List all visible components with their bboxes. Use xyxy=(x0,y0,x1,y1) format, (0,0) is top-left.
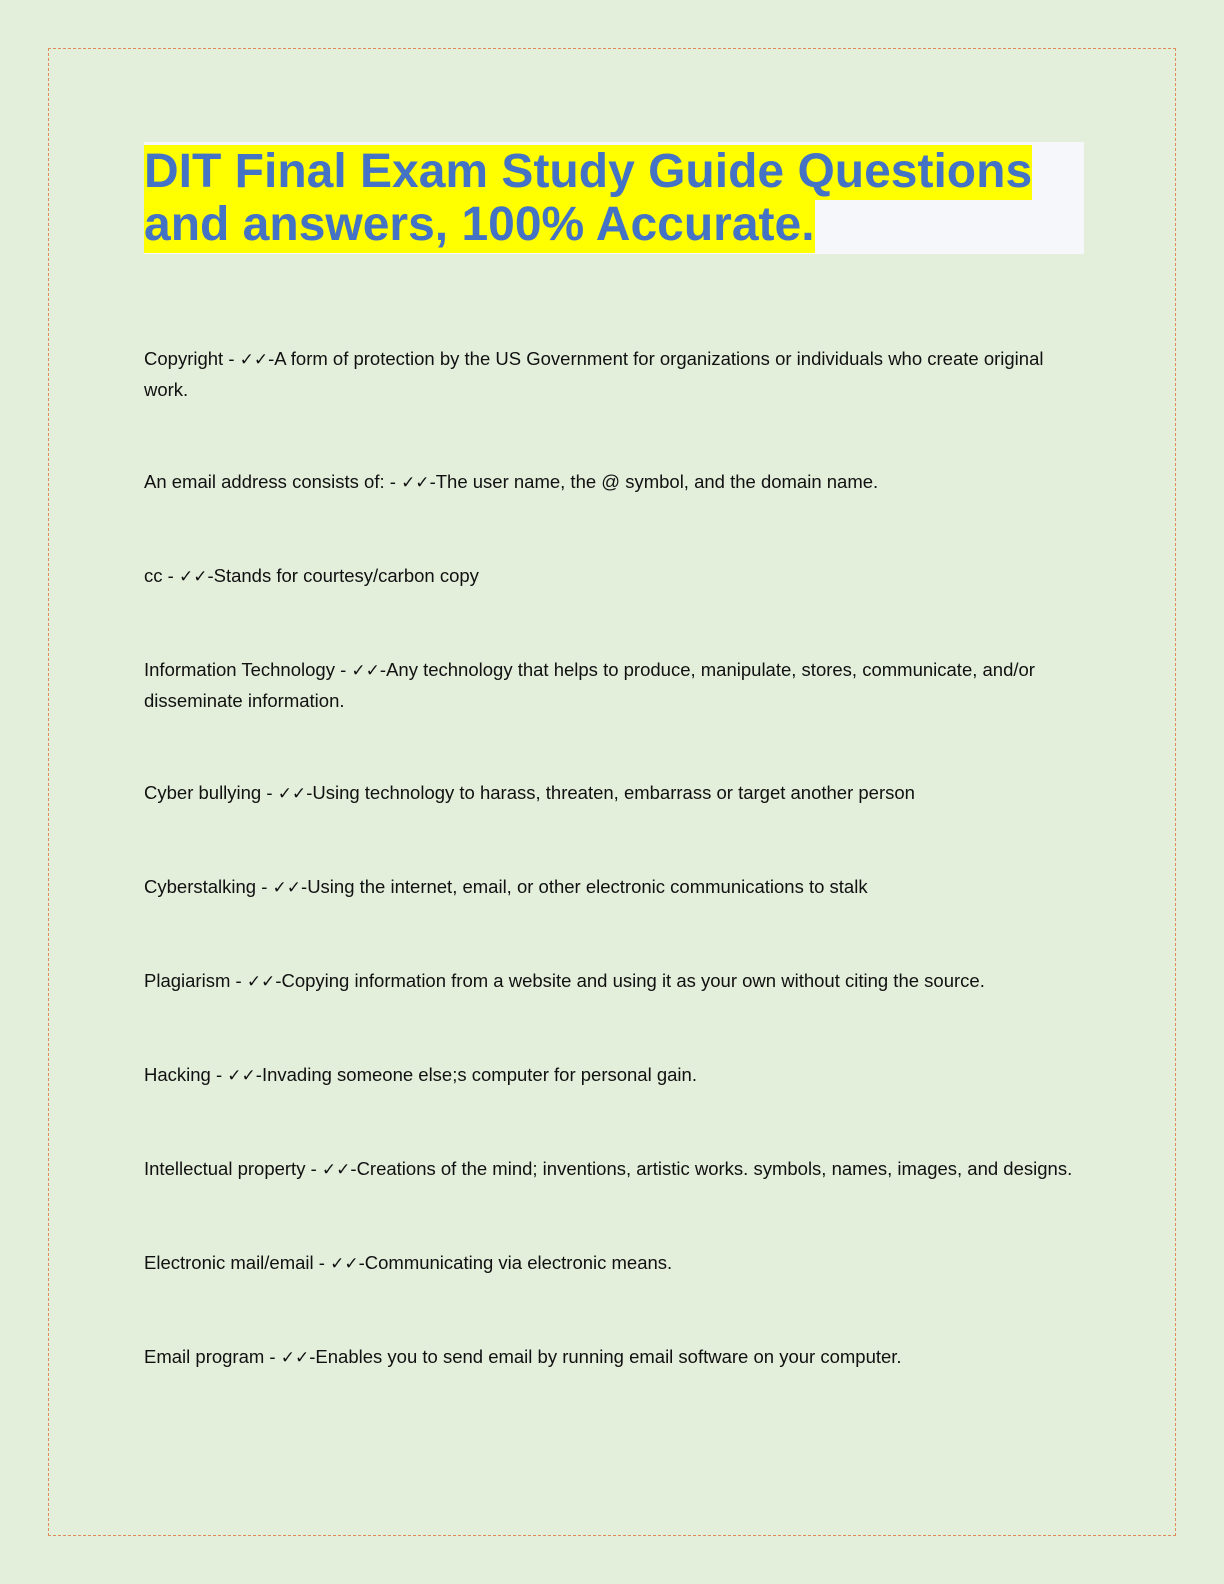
entry-definition: -Using the internet, email, or other electronic communications to stalk xyxy=(301,876,868,897)
entry-definition: -Copying information from a website and using it as your own without citing the source. xyxy=(275,970,985,991)
entry-term: Hacking xyxy=(144,1064,211,1085)
title-line-1: DIT Final Exam Study Guide Questions xyxy=(144,145,1033,198)
entry-item xyxy=(144,561,1084,592)
entry-definition: -Enables you to send email by running email software on your computer. xyxy=(309,1346,902,1367)
separator: - xyxy=(261,782,278,803)
entry-item xyxy=(144,344,1084,404)
separator: - xyxy=(305,1158,322,1179)
entry-list xyxy=(144,344,1084,1373)
entry-term: Cyberstalking xyxy=(144,876,257,897)
checkmark-icon: ✓✓ xyxy=(227,1066,256,1086)
entry-term: Information Technology xyxy=(144,659,335,680)
entry-item xyxy=(144,778,1084,809)
entry-item xyxy=(144,655,1084,715)
title-line-2: and answers, 100% Accurate. xyxy=(144,198,815,251)
entry-definition: -Creations of the mind; inventions, artistic works. symbols, names, images, and designs. xyxy=(350,1158,1073,1179)
separator: - xyxy=(313,1252,331,1273)
checkmark-icon: ✓✓ xyxy=(401,473,430,493)
entry-term: Electronic mail/email xyxy=(144,1252,314,1273)
separator: - xyxy=(230,970,247,991)
entry-definition: -Communicating via electronic means. xyxy=(358,1252,673,1273)
entry-definition: -Invading someone else;s computer for personal gain. xyxy=(255,1064,697,1085)
separator: - xyxy=(256,876,273,897)
entry-term: Cyber bullying xyxy=(144,782,262,803)
entry-term: cc xyxy=(144,565,163,586)
entry-definition: -Using technology to harass, threaten, embarrass or target another person xyxy=(306,782,915,803)
checkmark-icon: ✓✓ xyxy=(330,1254,359,1274)
entry-definition: -The user name, the @ symbol, and the domain name. xyxy=(429,471,879,492)
entry-definition: -Stands for courtesy/carbon copy xyxy=(207,565,479,586)
entry-item xyxy=(144,872,1084,903)
checkmark-icon: ✓✓ xyxy=(351,661,380,681)
separator: - xyxy=(384,471,402,492)
separator: - xyxy=(210,1064,228,1085)
checkmark-icon: ✓✓ xyxy=(272,878,302,898)
entry-definition: -A form of protection by the US Government for organizations or individuals who create original work. xyxy=(144,348,1044,400)
entry-item xyxy=(144,1342,1084,1373)
checkmark-icon: ✓✓ xyxy=(178,567,208,587)
entry-term: Plagiarism xyxy=(144,970,231,991)
entry-item xyxy=(144,966,1084,997)
entry-definition: -Any technology that helps to produce, manipulate, stores, communicate, and/or disseminate information. xyxy=(144,659,1035,711)
entry-item xyxy=(144,467,1084,498)
title-block xyxy=(144,142,1084,254)
entry-term: Intellectual property xyxy=(144,1158,306,1179)
checkmark-icon: ✓✓ xyxy=(280,1348,310,1368)
checkmark-icon: ✓✓ xyxy=(321,1160,351,1180)
entry-item xyxy=(144,1248,1084,1279)
separator: - xyxy=(264,1346,281,1367)
checkmark-icon: ✓✓ xyxy=(246,972,276,992)
entry-term: Email program xyxy=(144,1346,265,1367)
checkmark-icon: ✓✓ xyxy=(277,784,307,804)
separator: - xyxy=(223,348,240,369)
entry-item xyxy=(144,1060,1084,1091)
separator: - xyxy=(162,565,179,586)
entry-term: An email address consists of: xyxy=(144,471,385,492)
entry-item xyxy=(144,1154,1084,1185)
entry-term: Copyright xyxy=(144,348,224,369)
checkmark-icon: ✓✓ xyxy=(239,350,269,370)
separator: - xyxy=(334,659,352,680)
page-title xyxy=(144,142,1084,251)
